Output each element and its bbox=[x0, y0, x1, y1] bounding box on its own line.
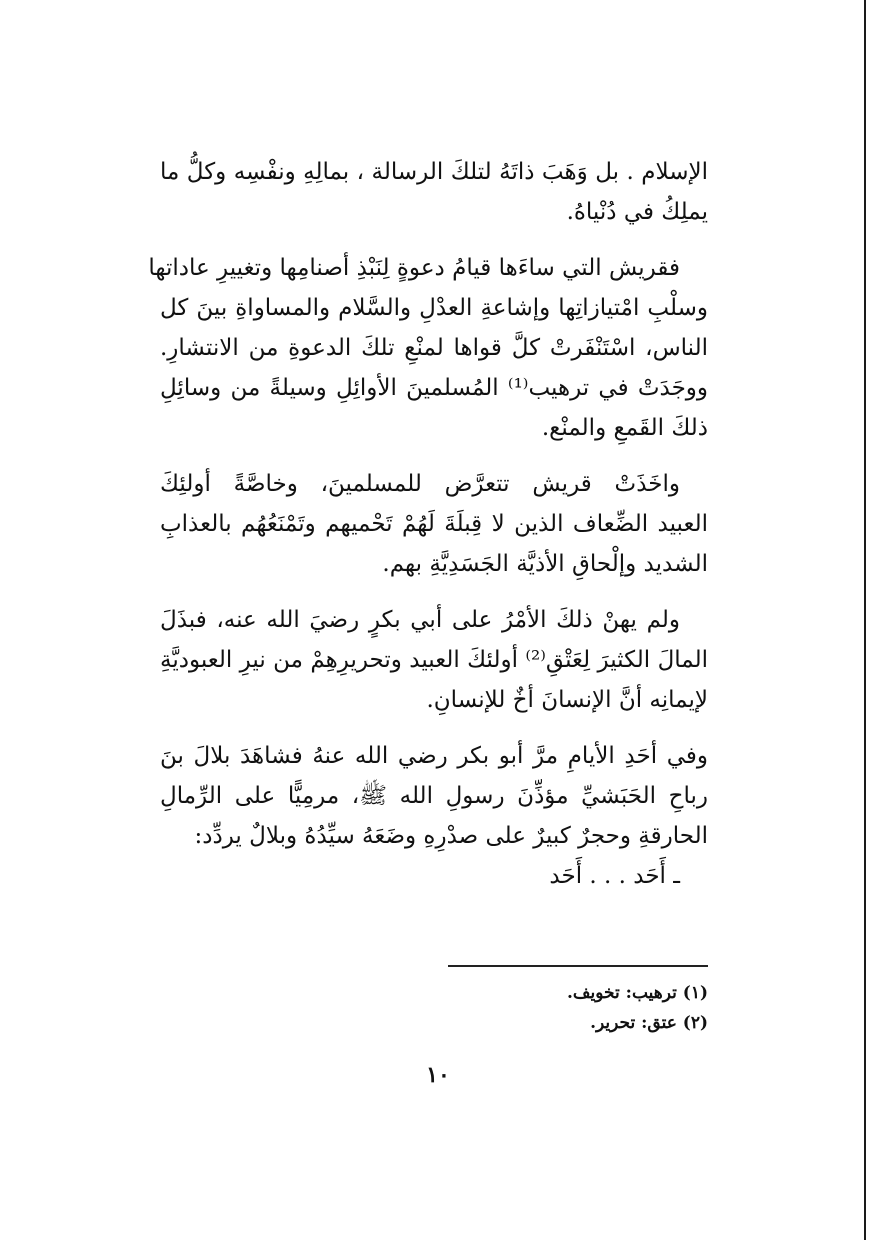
text-line: الناس، اسْتَنْفَرتْ كلَّ قواها لمنْعِ تلكَ الدعوةِ من الانتشارِ. bbox=[160, 335, 708, 361]
footnotes-block bbox=[448, 978, 708, 1038]
text-line: لإيمانِه أنَّ الإنسانَ أخٌ للإنسانِ. bbox=[426, 687, 708, 713]
text-line: ذلكَ القَمعِ والمنْع. bbox=[541, 415, 708, 441]
paragraph-4 bbox=[160, 600, 708, 720]
paragraph-3 bbox=[160, 464, 708, 584]
text-line: يملِكُ في دُنْياهُ. bbox=[566, 199, 708, 225]
text-line: ووجَدَتْ في ترهيب⁽¹⁾ المُسلمينَ الأوائِلِ وسيلةً من وسائِلِ bbox=[160, 375, 708, 401]
text-line: العبيد الضِّعاف الذين لا قِبلَةَ لَهُمْ تَحْميهم وتَمْنَعُهُم بالعذابِ bbox=[160, 511, 708, 537]
page-edge-line bbox=[864, 0, 866, 1240]
paragraph-2 bbox=[148, 248, 708, 448]
main-text-block bbox=[148, 152, 708, 896]
paragraph-5 bbox=[160, 736, 708, 896]
text-line: الحارقةِ وحجرٌ كبيرٌ على صدْرِهِ وضَعَهُ سيِّدُهُ وبلالٌ يردِّد: bbox=[194, 823, 708, 849]
page-number: ١٠ bbox=[426, 1062, 450, 1088]
footnote-separator bbox=[448, 965, 708, 967]
text-line: واخَذَتْ قريش تتعرَّض للمسلمينَ، وخاصَّةً أولئِكَ bbox=[160, 471, 680, 497]
text-line: المالَ الكثيرَ لِعَتْقِ⁽²⁾ أولئكَ العبيد وتحريرِهِمْ من نيرِ العبوديَّةِ bbox=[160, 647, 708, 673]
footnote-1: (١) ترهيب: تخويف. bbox=[567, 983, 708, 1003]
text-line: وسلْبِ امْتيازاتِها وإشاعةِ العدْلِ والسَّلام والمساواةِ بينَ كل bbox=[160, 295, 708, 321]
footnote-2: (٢) عتق: تحرير. bbox=[590, 1013, 708, 1033]
text-line: فقريش التي ساءَها قيامُ دعوةٍ لِنَبْذِ أصنامِها وتغييرِ عاداتها bbox=[148, 255, 680, 281]
paragraph-1 bbox=[160, 152, 708, 232]
text-line: ولم يهنْ ذلكَ الأمْرُ على أبي بكرٍ رضيَ الله عنه، فبذَلَ bbox=[160, 607, 680, 633]
text-line: ـ أَحَد . . . أَحَد bbox=[549, 863, 680, 889]
text-line: الشديد وإلْحاقِ الأذيَّة الجَسَدِيَّةِ بهم. bbox=[382, 551, 708, 577]
text-line: وفي أحَدِ الأيامِ مرَّ أبو بكر رضي الله عنهُ فشاهَدَ بلالَ بنَ bbox=[160, 743, 708, 769]
text-line: الإسلام . بل وَهَبَ ذاتَهُ لتلكَ الرسالة ، بمالِهِ ونفْسِه وكلُّ ما bbox=[160, 159, 708, 185]
text-line: رباحِ الحَبَشيِّ مؤذِّنَ رسولِ الله ﷺ، مرمِيًّا على الرِّمالِ bbox=[160, 783, 708, 809]
